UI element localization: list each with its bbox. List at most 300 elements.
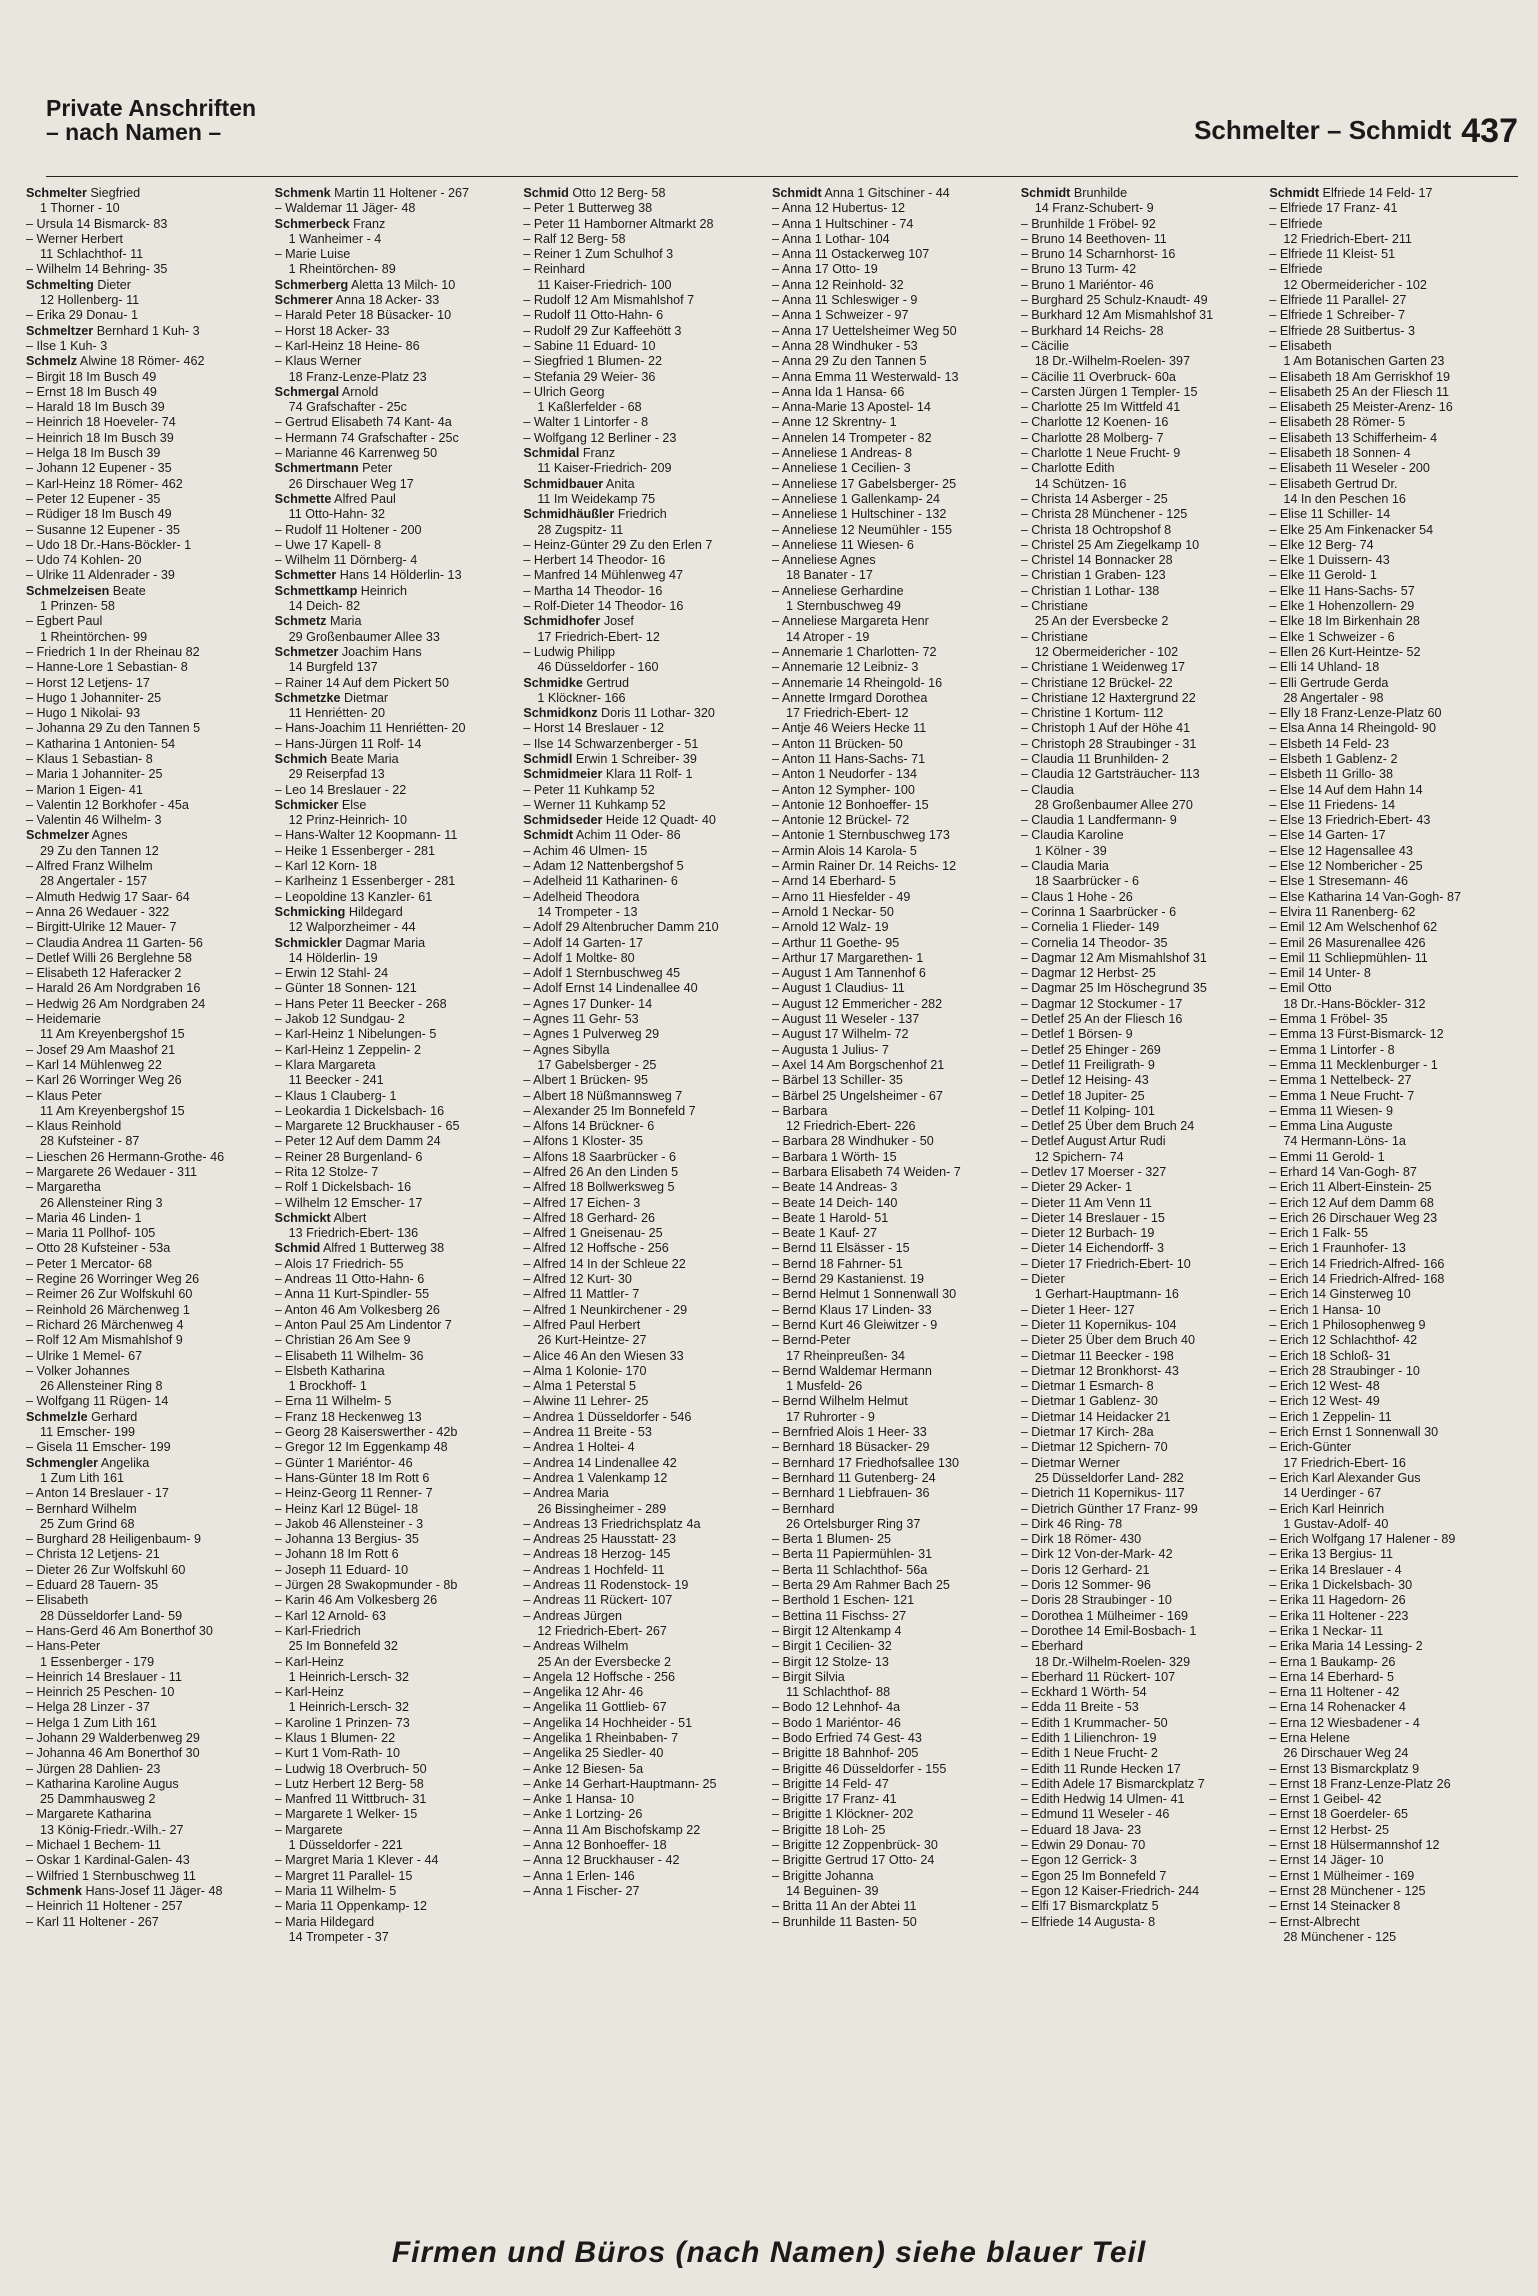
entry-text: – Adolf 29 Altenbrucher Damm 210 bbox=[523, 920, 719, 935]
directory-entry bbox=[26, 415, 267, 430]
entry-text: – Elsa Anna 14 Rheingold- 90 bbox=[1269, 721, 1436, 736]
entry-text: – Antonie 1 Sternbuschweg 173 bbox=[772, 828, 950, 843]
entry-text: – Elli Gertrude Gerda bbox=[1269, 675, 1389, 690]
entry-text: 1 Thorner - 10 bbox=[40, 201, 120, 216]
entry-text: Doris 11 Lothar- 320 bbox=[597, 706, 715, 721]
directory-entry bbox=[26, 1670, 267, 1685]
entry-text: – Klaus Werner bbox=[274, 354, 362, 369]
directory-entry bbox=[772, 1655, 1013, 1670]
directory-entry bbox=[523, 767, 764, 782]
directory-entry bbox=[1269, 1563, 1510, 1578]
directory-entry bbox=[772, 1364, 1013, 1379]
entry-text: – Alfred 11 Mattler- 7 bbox=[523, 1287, 640, 1302]
directory-entry bbox=[523, 1211, 764, 1226]
entry-text: – Walter 1 Lintorfer - 8 bbox=[523, 415, 649, 430]
entry-text: – Bernd 11 Elsässer - 15 bbox=[772, 1241, 910, 1256]
directory-entry bbox=[523, 507, 764, 522]
directory-entry bbox=[523, 553, 764, 568]
directory-entry bbox=[1269, 1104, 1510, 1119]
entry-text: – Ellen 26 Kurt-Heintze- 52 bbox=[1269, 644, 1421, 659]
directory-entry bbox=[1269, 400, 1510, 415]
surname: Schmidt bbox=[523, 828, 574, 843]
directory-entry bbox=[26, 1440, 267, 1455]
entry-text: – Werner 11 Kuhkamp 52 bbox=[523, 797, 666, 812]
entry-text: – Bernd Kurt 46 Gleiwitzer - 9 bbox=[772, 1317, 938, 1332]
directory-entry bbox=[772, 1150, 1013, 1165]
entry-text: – Wolfgang 12 Berliner - 23 bbox=[523, 430, 677, 445]
directory-entry bbox=[523, 828, 764, 843]
entry-text: – Brigitte 1 Klöckner- 202 bbox=[772, 1807, 914, 1822]
entry-text: – Andreas 11 Otto-Hahn- 6 bbox=[274, 1272, 425, 1287]
section-title-line1: Private Anschriften bbox=[46, 95, 257, 121]
directory-entry bbox=[26, 1838, 267, 1853]
entry-text: – Augusta 1 Julius- 7 bbox=[772, 1042, 889, 1057]
entry-text: – Jürgen 28 Dahlien- 23 bbox=[26, 1761, 161, 1776]
entry-text: 74 Hermann-Löns- 1a bbox=[1283, 1134, 1406, 1149]
entry-text: – Hans-Gerd 46 Am Bonerthof 30 bbox=[26, 1623, 213, 1638]
entry-text: – Andrea 1 Düsseldorfer - 546 bbox=[523, 1409, 692, 1424]
entry-text: – Claudia 12 Gartsträucher- 113 bbox=[1020, 767, 1200, 782]
directory-entry bbox=[1021, 415, 1262, 430]
entry-text: – Elfi 17 Bismarckplatz 5 bbox=[1020, 1899, 1159, 1914]
directory-entry bbox=[26, 1165, 267, 1180]
entry-text: – Siegfried 1 Blumen- 22 bbox=[523, 354, 662, 369]
entry-text: – Barbara bbox=[772, 1103, 828, 1118]
entry-text: – Claudia 1 Landfermann- 9 bbox=[1020, 813, 1177, 828]
directory-entry bbox=[772, 1486, 1013, 1501]
entry-text: 17 Gabelsberger - 25 bbox=[537, 1057, 657, 1072]
entry-text: – Alfred Franz Wilhelm bbox=[26, 859, 153, 874]
directory-entry bbox=[1269, 584, 1510, 599]
directory-entry bbox=[275, 1655, 516, 1670]
surname: Schmickler bbox=[274, 935, 342, 950]
surname: Schmetz bbox=[274, 614, 327, 629]
entry-text: 1 Am Botanischen Garten 23 bbox=[1283, 354, 1445, 369]
directory-entry bbox=[26, 370, 267, 385]
entry-text: 14 Deich- 82 bbox=[288, 599, 361, 614]
directory-entry bbox=[1269, 1700, 1510, 1715]
entry-text: – Emma 11 Wiesen- 9 bbox=[1269, 1103, 1394, 1118]
entry-text: – Elisabeth 12 Haferacker 2 bbox=[26, 966, 182, 981]
directory-entry bbox=[523, 859, 764, 874]
directory-entry bbox=[275, 645, 516, 660]
directory-entry bbox=[1269, 1073, 1510, 1088]
entry-text: – Heinrich 14 Breslauer - 11 bbox=[26, 1669, 182, 1684]
entry-text: – Hans-Günter 18 Im Rott 6 bbox=[274, 1470, 430, 1485]
entry-text: 26 Kurt-Heintze- 27 bbox=[537, 1333, 647, 1348]
directory-entry bbox=[1021, 1104, 1262, 1119]
entry-text: – Arnold 1 Neckar- 50 bbox=[772, 904, 894, 919]
directory-entry bbox=[275, 339, 516, 354]
entry-text: – Arthur 11 Goethe- 95 bbox=[772, 935, 900, 950]
entry-text: – Claudia 11 Brunhilden- 2 bbox=[1020, 751, 1169, 766]
entry-text: – Elisabeth bbox=[26, 1593, 89, 1608]
entry-text: – Ernst-Albrecht bbox=[1269, 1914, 1360, 1929]
entry-text: – Elisabeth 18 Am Gerriskhof 19 bbox=[1269, 369, 1450, 384]
entry-text: – Dieter 26 Zur Wolfskuhl 60 bbox=[26, 1562, 186, 1577]
entry-text: – Rolf 1 Dickelsbach- 16 bbox=[274, 1180, 412, 1195]
entry-text: – Bernfried Alois 1 Heer- 33 bbox=[772, 1425, 927, 1440]
entry-text: 11 Kaiser-Friedrich- 209 bbox=[537, 461, 672, 476]
directory-entry bbox=[772, 370, 1013, 385]
entry-text: – Alfons 14 Brückner- 6 bbox=[523, 1119, 655, 1134]
entry-text: – Rüdiger 18 Im Busch 49 bbox=[26, 507, 172, 522]
entry-text: – Karl-Friedrich bbox=[274, 1623, 361, 1638]
directory-entry bbox=[1269, 1089, 1510, 1104]
entry-text: – Claudia bbox=[1020, 782, 1074, 797]
entry-text: – Anton 46 Am Volkesberg 26 bbox=[274, 1302, 440, 1317]
directory-entry bbox=[523, 1869, 764, 1884]
entry-text: – Charlotte 12 Koenen- 16 bbox=[1020, 415, 1169, 430]
directory-entry bbox=[1021, 1134, 1262, 1149]
directory-entry bbox=[772, 1379, 1013, 1394]
entry-text: – Margret 11 Parallel- 15 bbox=[274, 1868, 413, 1883]
entry-text: 18 Dr.-Hans-Böckler- 312 bbox=[1283, 996, 1426, 1011]
directory-entry bbox=[523, 706, 764, 721]
directory-entry bbox=[523, 1700, 764, 1715]
entry-text: – Erich 14 Friedrich-Alfred- 166 bbox=[1269, 1256, 1445, 1271]
entry-text: – Erika 1 Dickelsbach- 30 bbox=[1269, 1578, 1413, 1593]
entry-text: – Anna 1 Schweizer - 97 bbox=[772, 308, 909, 323]
directory-entry bbox=[275, 752, 516, 767]
directory-column bbox=[523, 186, 772, 2202]
entry-text: Siegfried bbox=[86, 186, 141, 200]
directory-entry bbox=[1021, 1058, 1262, 1073]
directory-entry bbox=[772, 859, 1013, 874]
entry-text: – Egon 25 Im Bonnefeld 7 bbox=[1020, 1868, 1167, 1883]
directory-entry bbox=[275, 1119, 516, 1134]
directory-entry bbox=[275, 1471, 516, 1486]
directory-entry bbox=[1269, 385, 1510, 400]
directory-entry bbox=[772, 1746, 1013, 1761]
entry-text: – Rolf 12 Am Mismahlshof 9 bbox=[26, 1333, 183, 1348]
directory-entry bbox=[275, 1899, 516, 1914]
directory-entry bbox=[26, 553, 267, 568]
directory-entry bbox=[1021, 951, 1262, 966]
directory-entry bbox=[1269, 1930, 1510, 1945]
entry-text: – Andrea 1 Valenkamp 12 bbox=[523, 1470, 668, 1485]
directory-entry bbox=[1269, 1639, 1510, 1654]
entry-text: – Helga 1 Zum Lith 161 bbox=[26, 1715, 157, 1730]
entry-text: – Erna 1 Baukamp- 26 bbox=[1269, 1654, 1396, 1669]
directory-entry bbox=[26, 538, 267, 553]
directory-entry bbox=[1021, 1379, 1262, 1394]
entry-text: – Alfons 1 Kloster- 35 bbox=[523, 1134, 644, 1149]
entry-text: – Reiner 28 Burgenland- 6 bbox=[274, 1149, 423, 1164]
entry-text: – Anna 1 Hultschiner - 74 bbox=[772, 216, 914, 231]
entry-text: – Charlotte Edith bbox=[1020, 461, 1115, 476]
entry-text: – Werner Herbert bbox=[26, 231, 124, 246]
directory-entry bbox=[26, 1655, 267, 1670]
directory-entry bbox=[275, 1792, 516, 1807]
entry-text: – Christiane 1 Weidenweg 17 bbox=[1020, 660, 1185, 675]
entry-text: – Katharina Karoline Augus bbox=[26, 1776, 179, 1791]
entry-text: – Dietmar 12 Bronkhorst- 43 bbox=[1020, 1363, 1179, 1378]
directory-entry bbox=[772, 262, 1013, 277]
directory-entry bbox=[523, 232, 764, 247]
entry-text: – Elisabeth 25 Meister-Arenz- 16 bbox=[1269, 400, 1453, 415]
directory-entry bbox=[275, 1593, 516, 1608]
directory-entry bbox=[26, 1593, 267, 1608]
entry-text: – Cäcilie bbox=[1020, 338, 1069, 353]
entry-text: – Lutz Herbert 12 Berg- 58 bbox=[274, 1776, 424, 1791]
directory-entry bbox=[772, 1838, 1013, 1853]
entry-text: Martin 11 Holtener - 267 bbox=[330, 186, 470, 200]
directory-entry bbox=[1021, 1915, 1262, 1930]
entry-text: – Hugo 1 Johanniter- 25 bbox=[26, 690, 162, 705]
directory-entry bbox=[1021, 492, 1262, 507]
surname: Schmidt bbox=[1269, 186, 1320, 200]
directory-entry bbox=[523, 1089, 764, 1104]
entry-text: – Christiane 12 Brückel- 22 bbox=[1020, 675, 1173, 690]
directory-entry bbox=[26, 1134, 267, 1149]
entry-text: 11 Henriétten- 20 bbox=[288, 706, 386, 721]
directory-entry bbox=[1021, 1196, 1262, 1211]
entry-text: – Harald Peter 18 Büsacker- 10 bbox=[274, 308, 452, 323]
directory-entry bbox=[523, 920, 764, 935]
directory-entry bbox=[275, 232, 516, 247]
directory-entry bbox=[772, 1547, 1013, 1562]
directory-entry bbox=[26, 1333, 267, 1348]
directory-entry bbox=[26, 568, 267, 583]
entry-text: – Stefania 29 Weier- 36 bbox=[523, 369, 656, 384]
directory-entry bbox=[772, 1624, 1013, 1639]
directory-entry bbox=[275, 1150, 516, 1165]
surname: Schmidbauer bbox=[523, 476, 604, 491]
directory-entry bbox=[523, 1058, 764, 1073]
directory-entry bbox=[772, 339, 1013, 354]
entry-text: – Dietrich 11 Kopernikus- 117 bbox=[1020, 1486, 1185, 1501]
entry-text: – Leokardia 1 Dickelsbach- 16 bbox=[274, 1103, 445, 1118]
directory-entry bbox=[1269, 1517, 1510, 1532]
directory-entry bbox=[26, 1639, 267, 1654]
directory-entry bbox=[1269, 1425, 1510, 1440]
entry-text: – Brigitte 14 Feld- 47 bbox=[772, 1776, 889, 1791]
directory-entry bbox=[26, 905, 267, 920]
entry-text: – Alfred 12 Kurt- 30 bbox=[523, 1272, 632, 1287]
directory-entry bbox=[1269, 1685, 1510, 1700]
directory-entry bbox=[26, 293, 267, 308]
entry-text: Albert bbox=[330, 1210, 367, 1225]
entry-text: – Birgit Silvia bbox=[772, 1669, 845, 1684]
directory-entry bbox=[275, 1532, 516, 1547]
directory-entry bbox=[523, 1303, 764, 1318]
directory-entry bbox=[1269, 767, 1510, 782]
directory-entry bbox=[772, 1609, 1013, 1624]
entry-text: – Elsbeth 14 Feld- 23 bbox=[1269, 736, 1390, 751]
directory-entry bbox=[1021, 1639, 1262, 1654]
directory-entry bbox=[772, 1471, 1013, 1486]
entry-text: – Christoph 1 Auf der Höhe 41 bbox=[1020, 721, 1191, 736]
directory-entry bbox=[26, 1425, 267, 1440]
entry-text: – Alfred 18 Bollwerksweg 5 bbox=[523, 1180, 675, 1195]
directory-entry bbox=[1269, 1241, 1510, 1256]
entry-text: – Burkhard 14 Reichs- 28 bbox=[1020, 323, 1164, 338]
entry-text: – Ilse 1 Kuh- 3 bbox=[26, 338, 108, 353]
directory-entry bbox=[275, 859, 516, 874]
entry-text: – Elfriede 1 Schreiber- 7 bbox=[1269, 308, 1406, 323]
entry-text: – Karl-Heinz bbox=[274, 1654, 344, 1669]
directory-entry bbox=[275, 354, 516, 369]
directory-entry bbox=[26, 1410, 267, 1425]
directory-entry bbox=[275, 431, 516, 446]
entry-text: – Adelheid Theodora bbox=[523, 889, 640, 904]
directory-entry bbox=[1269, 523, 1510, 538]
entry-text: – Reimer 26 Zur Wolfskuhl 60 bbox=[26, 1287, 193, 1302]
directory-entry bbox=[275, 951, 516, 966]
entry-text: – Agnes 11 Gehr- 53 bbox=[523, 1012, 639, 1027]
directory-entry bbox=[1269, 1670, 1510, 1685]
entry-text: – Bernd Wilhelm Helmut bbox=[772, 1394, 908, 1409]
directory-entry bbox=[523, 614, 764, 629]
entry-text: 17 Rheinpreußen- 34 bbox=[786, 1348, 906, 1363]
entry-text: – Ludwig Philipp bbox=[523, 644, 616, 659]
entry-text: 25 Zum Grind 68 bbox=[40, 1516, 135, 1531]
directory-entry bbox=[523, 339, 764, 354]
directory-entry bbox=[1269, 1853, 1510, 1868]
directory-entry bbox=[1021, 1241, 1262, 1256]
directory-entry bbox=[26, 1823, 267, 1838]
entry-text: – Maria 11 Pollhof- 105 bbox=[26, 1226, 156, 1241]
entry-text: – Edith 1 Lilienchron- 19 bbox=[1020, 1730, 1157, 1745]
entry-text: Heinrich bbox=[357, 583, 407, 598]
entry-text: – Detlef 25 Ehinger - 269 bbox=[1020, 1042, 1161, 1057]
directory-entry bbox=[523, 262, 764, 277]
entry-text: – Edith 1 Neue Frucht- 2 bbox=[1020, 1746, 1158, 1761]
entry-text: – Bärbel 25 Ungelsheimer - 67 bbox=[772, 1088, 943, 1103]
directory-entry bbox=[1021, 599, 1262, 614]
directory-entry bbox=[772, 920, 1013, 935]
entry-text: – Ernst 12 Herbst- 25 bbox=[1269, 1822, 1390, 1837]
surname: Schmetzer bbox=[274, 644, 339, 659]
directory-entry bbox=[772, 1792, 1013, 1807]
directory-entry bbox=[26, 247, 267, 262]
directory-entry bbox=[523, 997, 764, 1012]
directory-entry bbox=[1269, 936, 1510, 951]
entry-text: – Albert 1 Brücken- 95 bbox=[523, 1073, 648, 1088]
directory-entry bbox=[772, 1303, 1013, 1318]
entry-text: – Heinz-Günter 29 Zu den Erlen 7 bbox=[523, 537, 713, 552]
directory-entry bbox=[523, 324, 764, 339]
directory-entry bbox=[1021, 828, 1262, 843]
entry-text: 26 Allensteiner Ring 8 bbox=[40, 1379, 163, 1394]
directory-entry bbox=[26, 477, 267, 492]
directory-entry bbox=[1269, 1180, 1510, 1195]
entry-text: – Bernd Waldemar Hermann bbox=[772, 1363, 932, 1378]
entry-text: – Maria 46 Linden- 1 bbox=[26, 1210, 142, 1225]
directory-entry bbox=[523, 1471, 764, 1486]
directory-entry bbox=[772, 354, 1013, 369]
surname: Schmetzke bbox=[274, 690, 341, 705]
entry-text: – Bernhard 18 Büsacker- 29 bbox=[772, 1440, 930, 1455]
entry-text: – Else 1 Stresemann- 46 bbox=[1269, 874, 1408, 889]
directory-entry bbox=[1269, 1165, 1510, 1180]
entry-text: – Bärbel 13 Schiller- 35 bbox=[772, 1073, 903, 1088]
directory-entry bbox=[1269, 1226, 1510, 1241]
directory-entry bbox=[275, 691, 516, 706]
directory-entry bbox=[26, 1547, 267, 1562]
entry-text: 28 Düsseldorfer Land- 59 bbox=[40, 1608, 183, 1623]
entry-text: – Ernst 1 Geibel- 42 bbox=[1269, 1792, 1382, 1807]
entry-text: – Erich 14 Ginsterweg 10 bbox=[1269, 1287, 1411, 1302]
entry-text: 25 Düsseldorfer Land- 282 bbox=[1034, 1470, 1184, 1485]
entry-text: 12 Friedrich-Ebert- 226 bbox=[786, 1119, 916, 1134]
directory-entry bbox=[523, 1731, 764, 1746]
entry-text: – Klaus Reinhold bbox=[26, 1119, 122, 1134]
entry-text: – Angela 12 Hoffsche - 256 bbox=[523, 1669, 676, 1684]
directory-entry bbox=[1269, 446, 1510, 461]
directory-entry bbox=[275, 186, 516, 201]
entry-text: – Leo 14 Breslauer - 22 bbox=[274, 782, 407, 797]
entry-text: – Adolf Ernst 14 Lindenallee 40 bbox=[523, 981, 698, 996]
directory-entry bbox=[1269, 354, 1510, 369]
surname: Schmicking bbox=[274, 904, 346, 919]
directory-entry bbox=[523, 1180, 764, 1195]
directory-entry bbox=[1021, 1425, 1262, 1440]
page-range-heading bbox=[1194, 112, 1518, 151]
entry-text: – Egon 12 Gerrick- 3 bbox=[1020, 1853, 1137, 1868]
entry-text: – Christiane bbox=[1020, 629, 1088, 644]
directory-entry bbox=[1021, 1257, 1262, 1272]
entry-text: Dagmar Maria bbox=[341, 935, 426, 950]
directory-entry bbox=[1021, 1440, 1262, 1455]
directory-entry bbox=[772, 446, 1013, 461]
entry-text: – Marianne 46 Karrenweg 50 bbox=[274, 446, 438, 461]
directory-entry bbox=[523, 461, 764, 476]
entry-text: – Doris 12 Gerhard- 21 bbox=[1020, 1562, 1150, 1577]
entry-text: – Lieschen 26 Hermann-Grothe- 46 bbox=[26, 1149, 225, 1164]
entry-text: – Adolf 1 Moltke- 80 bbox=[523, 950, 635, 965]
directory-entry bbox=[275, 1563, 516, 1578]
directory-column bbox=[275, 186, 524, 2202]
entry-text: – Joseph 11 Eduard- 10 bbox=[274, 1562, 409, 1577]
directory-entry bbox=[1269, 844, 1510, 859]
directory-entry bbox=[275, 293, 516, 308]
directory-entry bbox=[275, 676, 516, 691]
directory-entry bbox=[1269, 1716, 1510, 1731]
directory-entry bbox=[1269, 1792, 1510, 1807]
entry-text: – Karl-Heinz bbox=[274, 1685, 344, 1700]
directory-entry bbox=[523, 1425, 764, 1440]
entry-text: – Friedrich 1 In der Rheinau 82 bbox=[26, 644, 200, 659]
directory-entry bbox=[1269, 262, 1510, 277]
entry-text: – Detlef 18 Jupiter- 25 bbox=[1020, 1088, 1145, 1103]
entry-text: – Franz 18 Heckenweg 13 bbox=[274, 1409, 422, 1424]
directory-entry bbox=[772, 568, 1013, 583]
entry-text: – Erika Maria 14 Lessing- 2 bbox=[1269, 1639, 1423, 1654]
directory-entry bbox=[1021, 1303, 1262, 1318]
directory-entry bbox=[26, 859, 267, 874]
directory-entry bbox=[26, 1196, 267, 1211]
entry-text: – Annette Irmgard Dorothea bbox=[772, 690, 928, 705]
entry-text: – Udo 18 Dr.-Hans-Böckler- 1 bbox=[26, 537, 192, 552]
entry-text: – Maria 11 Oppenkamp- 12 bbox=[274, 1899, 428, 1914]
entry-text: – Arno 11 Hiesfelder - 49 bbox=[772, 889, 911, 904]
entry-text: 29 Reiserpfad 13 bbox=[288, 767, 385, 782]
surname: Schmette bbox=[274, 491, 332, 506]
entry-text: 1 Sternbuschweg 49 bbox=[786, 599, 901, 614]
directory-entry bbox=[1021, 936, 1262, 951]
entry-text: – Christa 14 Asberger - 25 bbox=[1020, 491, 1168, 506]
entry-text: 12 Friedrich-Ebert- 211 bbox=[1283, 231, 1412, 246]
entry-text: – Alfred Paul Herbert bbox=[523, 1317, 641, 1332]
entry-text: – Elfriede 11 Kleist- 51 bbox=[1269, 247, 1396, 262]
directory-entry bbox=[1269, 966, 1510, 981]
directory-entry bbox=[275, 1762, 516, 1777]
entry-text: – Wilhelm 12 Emscher- 17 bbox=[274, 1195, 423, 1210]
entry-text: Erwin 1 Schreiber- 39 bbox=[572, 751, 697, 766]
directory-entry bbox=[1269, 217, 1510, 232]
